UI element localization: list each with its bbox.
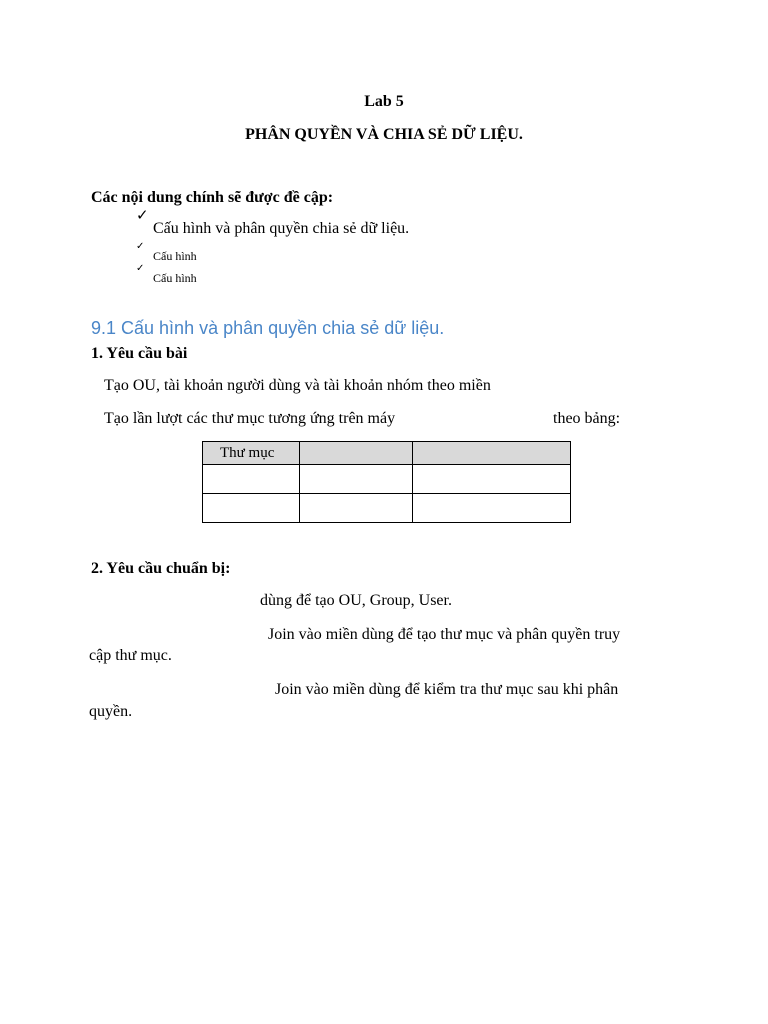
contents-heading: Các nội dung chính sẽ được đề cập:: [91, 189, 334, 206]
table-cell: [300, 494, 413, 523]
req1-line1: Tạo OU, tài khoản người dùng và tài khoản nhóm theo miền: [104, 377, 491, 394]
table-header-row: [203, 442, 571, 465]
table-row: [203, 465, 571, 494]
req2-line1: dùng để tạo OU, Group, User.: [260, 592, 452, 609]
section-heading: 9.1 Cấu hình và phân quyền chia sẻ dữ liệu.: [91, 318, 445, 338]
lab-title: Lab 5: [364, 93, 404, 110]
req1-line2a: Tạo lần lượt các thư mục tương ứng trên máy: [104, 410, 396, 427]
contents-item-3: Cấu hình: [153, 271, 197, 285]
table-header-cell: [300, 442, 413, 465]
req2-line3b: quyền.: [89, 703, 133, 720]
req2-heading: 2. Yêu cầu chuẩn bị:: [91, 560, 231, 577]
table-cell: [203, 465, 300, 494]
contents-item-2: Cấu hình: [153, 249, 197, 263]
req1-line2b: theo bảng:: [553, 410, 621, 427]
req2-line2b: cập thư mục.: [89, 647, 172, 664]
table-header-cell: Thư mục: [203, 442, 300, 465]
folder-table: [202, 441, 571, 523]
table-cell: [413, 494, 571, 523]
checkmark-icon: ✓: [136, 206, 149, 224]
table-cell: [300, 465, 413, 494]
table-header-cell: [413, 442, 571, 465]
contents-item-1: Cấu hình và phân quyền chia sẻ dữ liệu.: [153, 220, 410, 237]
req2-line3a: Join vào miền dùng để kiểm tra thư mục sau khi phân: [275, 681, 619, 698]
req1-heading: 1. Yêu cầu bài: [91, 345, 188, 362]
req2-line2a: Join vào miền dùng để tạo thư mục và phân quyền truy: [268, 626, 621, 643]
table-row: [203, 494, 571, 523]
lab-subtitle: PHÂN QUYỀN VÀ CHIA SẺ DỮ LIỆU.: [245, 126, 523, 143]
checkmark-icon: ✓: [136, 263, 145, 274]
table-cell: [203, 494, 300, 523]
table-cell: [413, 465, 571, 494]
checkmark-icon: ✓: [136, 241, 145, 252]
